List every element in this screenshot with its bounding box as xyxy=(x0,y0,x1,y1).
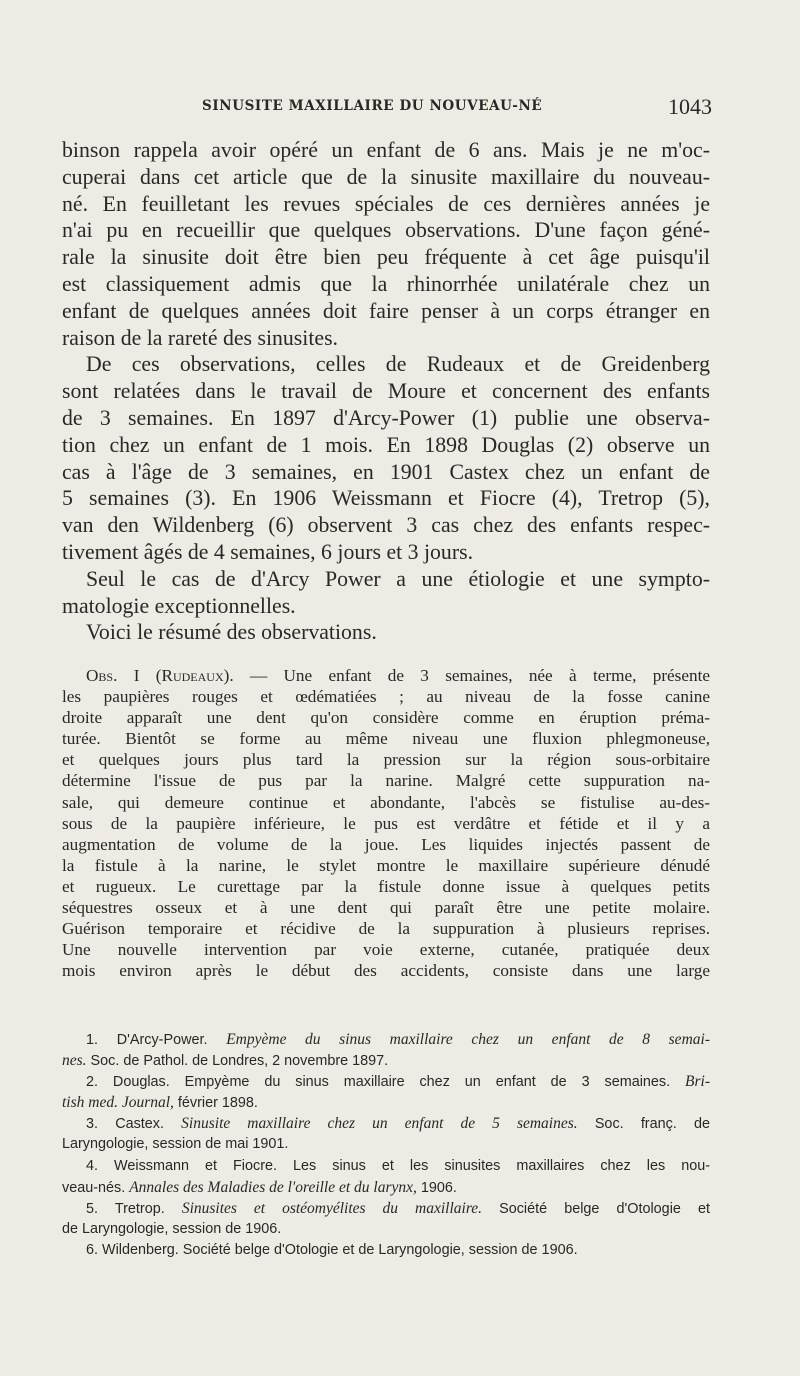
footnote-3: 3. Castex. Sinusite maxillaire chez un enfant de 5 semaines. Soc. franç. de xyxy=(86,1115,710,1133)
footnote-2: 2. Douglas. Empyème du sinus maxillaire chez un enfant de 3 semaines. Bri- xyxy=(86,1073,710,1091)
body-line: est classiquement admis que la rhinorrhée unilatérale chez un xyxy=(62,271,710,296)
body-line: van den Wildenberg (6) observent 3 cas chez des enfants respec- xyxy=(62,513,710,538)
body-line: sont relatées dans le travail de Moure et concernent des enfants xyxy=(62,379,710,404)
footnote-1-cont: nes. Soc. de Pathol. de Londres, 2 novembre 1897. xyxy=(62,1052,389,1070)
body-line: n'ai pu en recueillir que quelques observations. D'une façon géné- xyxy=(62,218,710,243)
page-header xyxy=(202,96,712,120)
observation-block xyxy=(62,665,710,981)
body-line: né. En feuilletant les revues spéciales de ces dernières années je xyxy=(62,191,710,216)
footnotes xyxy=(62,1029,710,1261)
body-line: raison de la rareté des sinusites. xyxy=(62,325,339,350)
footnote-5: 5. Tretrop. Sinusites et ostéomyélites du maxillaire. Société belge d'Otologie et xyxy=(86,1199,710,1217)
obs-line: turée. Bientôt se forme au même niveau une fluxion phlegmoneuse, xyxy=(62,729,710,749)
footnote-4-cont: veau-nés. Annales des Maladies de l'oreille et du larynx, 1906. xyxy=(62,1178,457,1196)
obs-line: et rugueux. Le curettage par la fistule donne issue à quelques petits xyxy=(62,876,710,896)
body-line: matologie exceptionnelles. xyxy=(62,593,296,618)
obs-first-line: Obs. I (Rudeaux). — Une enfant de 3 semaines, née à terme, présente xyxy=(86,666,710,685)
obs-line: et quelques jours plus tard la pression sur la région sous-orbitaire xyxy=(62,750,710,770)
footnote-6: 6. Wildenberg. Société belge d'Otologie et de Laryngologie, session de 1906. xyxy=(86,1241,578,1258)
body-line: 5 semaines (3). En 1906 Weissmann et Fiocre (4), Tretrop (5), xyxy=(62,486,710,511)
footnote-4: 4. Weissmann et Fiocre. Les sinus et les sinusites maxillaires chez les nou- xyxy=(86,1157,710,1174)
footnote-2-cont: tish med. Journal, février 1898. xyxy=(62,1094,258,1112)
obs-line: augmentation de volume de la joue. Les liquides injectés passent de xyxy=(62,834,710,854)
body-line: cuperai dans cet article que de la sinusite maxillaire du nouveau- xyxy=(62,164,710,189)
obs-author: Rudeaux xyxy=(161,666,224,685)
footnote-5-cont: de Laryngologie, session de 1906. xyxy=(62,1220,282,1237)
obs-line: sale, qui demeure continue et abondante, l'abcès se fistulise au-des- xyxy=(62,792,710,812)
body-line: cas à l'âge de 3 semaines, en 1901 Castex chez un enfant de xyxy=(62,459,710,484)
body-line: enfant de quelques années doit faire penser à un corps étranger en xyxy=(62,298,710,323)
obs-line: la fistule à la narine, le stylet montre le maxillaire supérieure dénudé xyxy=(62,855,710,875)
body-line: tion chez un enfant de 1 mois. En 1898 Douglas (2) observe un xyxy=(62,432,710,457)
obs-line: détermine l'issue de pus par la narine. Malgré cette suppuration na- xyxy=(62,771,710,791)
body-line: Seul le cas de d'Arcy Power a une étiologie et une sympto- xyxy=(86,566,710,591)
body-line: de 3 semaines. En 1897 d'Arcy-Power (1) publie une observa- xyxy=(62,405,710,430)
footnote-1: 1. D'Arcy-Power. Empyème du sinus maxillaire chez un enfant de 8 semai- xyxy=(86,1031,710,1048)
body-line: rale la sinusite doit être bien peu fréquente à cet âge puisqu'il xyxy=(62,245,710,270)
body-line: binson rappela avoir opéré un enfant de 6 ans. Mais je ne m'oc- xyxy=(62,138,710,162)
obs-label: Obs. I xyxy=(86,666,140,685)
body-line: tivement âgés de 4 semaines, 6 jours et 3 jours. xyxy=(62,539,474,564)
obs-line: Guérison temporaire et récidive de la suppuration à plusieurs reprises. xyxy=(62,919,710,939)
obs-line: les paupières rouges et œdématiées ; au niveau de la fosse canine xyxy=(62,687,710,707)
obs-line: droite apparaît une dent qu'on considère comme en éruption préma- xyxy=(62,708,710,728)
running-head: SINUSITE MAXILLAIRE DU NOUVEAU-NÉ xyxy=(202,98,543,114)
obs-line: séquestres osseux et à une dent qui paraît être une petite molaire. xyxy=(62,898,710,918)
body-line: De ces observations, celles de Rudeaux et de Greidenberg xyxy=(86,352,710,377)
obs-first-rest: ). — Une enfant de 3 semaines, née à terme, présente xyxy=(223,666,710,685)
obs-line: mois environ après le début des accidents, consiste dans une large xyxy=(62,961,710,981)
page-number: 1043 xyxy=(668,94,712,119)
main-text xyxy=(62,137,710,646)
footnote-3-cont: Laryngologie, session de mai 1901. xyxy=(62,1136,289,1153)
body-line: Voici le résumé des observations. xyxy=(86,620,377,645)
obs-line: Une nouvelle intervention par voie externe, cutanée, pratiquée deux xyxy=(62,940,710,960)
obs-line: sous de la paupière inférieure, le pus est verdâtre et fétide et il y a xyxy=(62,813,710,833)
